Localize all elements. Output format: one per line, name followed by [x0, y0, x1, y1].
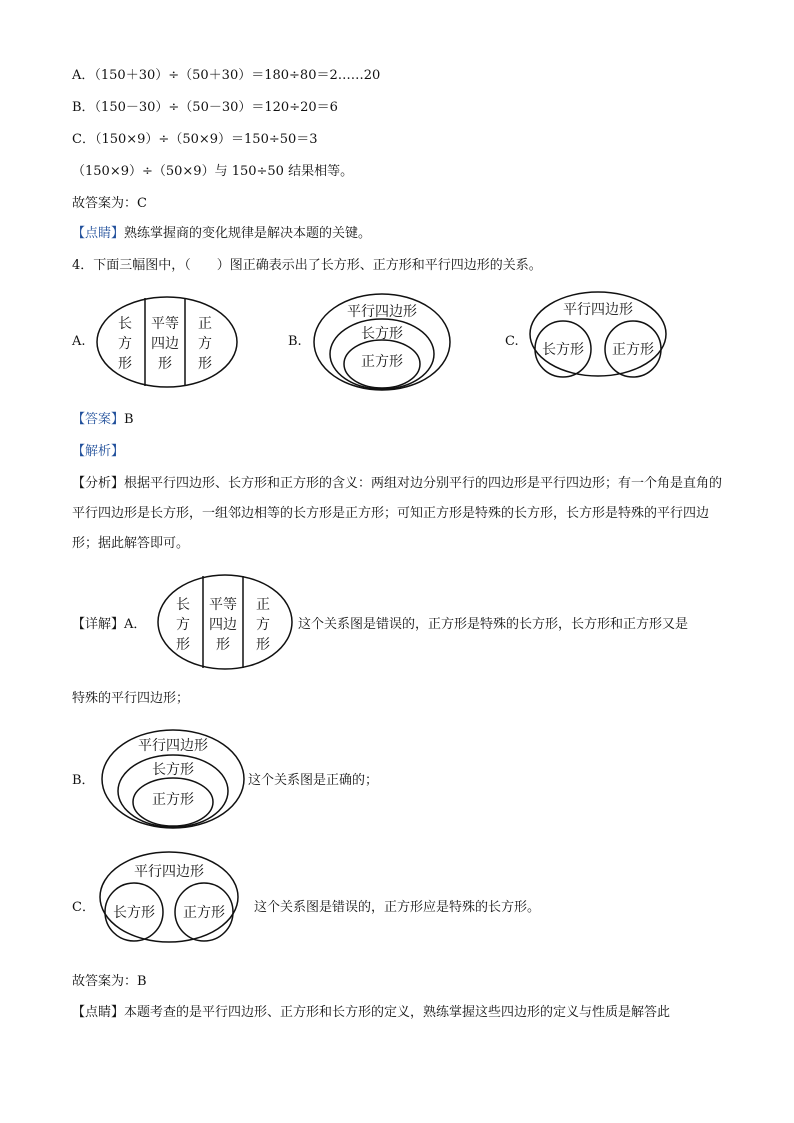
answer-tag: 【答案】: [72, 412, 125, 427]
detail-c-pingxing: 平行四边形: [134, 864, 204, 880]
xiangjie-a-label: A．: [124, 617, 147, 632]
detail-a-chang: 长: [176, 597, 190, 613]
jiexi-tag: 【解析】: [72, 444, 125, 459]
xiangjie-a-note: 这个关系图是错误的，正方形是特殊的长方形，长方形和正方形又是: [298, 617, 689, 632]
detail-c-zhengfang: 正方形: [183, 905, 225, 921]
diagram-b-pingxing: 平行四边形: [347, 304, 417, 320]
dianjing2-tag: 【点睛】: [72, 1005, 125, 1020]
diagram-c-label: C.: [505, 334, 519, 349]
xiangjie-b-label: B．: [72, 773, 95, 788]
dianjing-text: 熟练掌握商的变化规律是解决本题的关键。: [124, 226, 372, 241]
detail-b-zhengfang: 正方形: [152, 792, 194, 808]
fenxi-tag: 【分析】: [72, 476, 125, 491]
detail-a-fang2: 方: [256, 617, 270, 633]
detail-a-fang: 方: [176, 617, 190, 633]
xiangjie-c-label: C．: [72, 900, 95, 915]
diagram-b-label: B.: [288, 334, 302, 349]
detail-a-zheng: 正: [256, 597, 270, 613]
question-4: 4．下面三幅图中，（ ）图正确表示出了长方形、正方形和平行四边形的关系。: [72, 258, 542, 273]
diagram-c-zhengfang: 正方形: [612, 342, 654, 358]
diagram-c: [528, 290, 670, 380]
option-b-calc: B．（150－30）÷（50－30）＝120÷20＝6: [72, 100, 338, 115]
detail-a-sibian: 四边: [209, 617, 237, 633]
dianjing-2: [72, 1004, 670, 1022]
diagram-c-changfang: 长方形: [542, 342, 584, 358]
detail-a-xing3: 形: [256, 637, 270, 653]
diagram-a-zheng: 正: [198, 316, 212, 332]
diagram-a-sibian: 四边: [151, 336, 179, 352]
dianjing-tag: 【点睛】: [72, 226, 125, 241]
dianjing2-text: 本题考查的是平行四边形、正方形和长方形的定义，熟练掌握这些四边形的定义与性质是解答此: [124, 1005, 671, 1020]
answer-line-1: 故答案为：C: [72, 196, 147, 211]
xiangjie-b-note: 这个关系图是正确的；: [248, 773, 379, 788]
diagram-b-zhengfang: 正方形: [361, 354, 403, 370]
diagram-a-chang: 长: [118, 316, 132, 332]
diagram-a-fang: 方: [118, 336, 132, 352]
diagram-a: [95, 295, 240, 390]
detail-a-xing: 形: [176, 637, 190, 653]
xiangjie-c-note: 这个关系图是错误的，正方形应是特殊的长方形。: [254, 900, 541, 915]
option-c-calc: C．（150×9）÷（50×9）＝150÷50＝3: [72, 132, 318, 147]
detail-a-pingdeng: 平等: [209, 597, 237, 613]
detail-c-changfang: 长方形: [113, 905, 155, 921]
detail-b-changfang: 长方形: [152, 762, 194, 778]
diagram-a-xing: 形: [118, 356, 132, 372]
dianjing-1: [72, 225, 371, 243]
detail-diagram-c: [98, 850, 241, 946]
fenxi-paragraph: [72, 469, 732, 559]
diagram-b: [312, 292, 452, 392]
diagram-a-xing2: 形: [158, 356, 172, 372]
diagram-a-pingdeng: 平等: [151, 316, 179, 332]
detail-b-pingxing: 平行四边形: [138, 738, 208, 754]
xiangjie-tag: 【详解】: [72, 617, 125, 632]
detail-a-xing2: 形: [216, 637, 230, 653]
answer-value: B: [124, 412, 134, 427]
xiangjie-a: [72, 613, 146, 632]
option-a-calc: A．（150＋30）÷（50＋30）＝180÷80＝2……20: [72, 68, 381, 83]
fenxi-text: 根据平行四边形、长方形和正方形的含义：两组对边分别平行的四边形是平行四边形；有一个角是直角的平行四边形是长方形，一组邻边相等的长方形是正方形；可知正方形是特殊的长方形，长方形是特殊的平行四边形；据此解答即可。: [72, 476, 723, 551]
diagram-a-xing3: 形: [198, 356, 212, 372]
detail-diagram-b: [100, 728, 246, 830]
answer-line-2: 故答案为：B: [72, 974, 147, 989]
diagram-a-fang2: 方: [198, 336, 212, 352]
diagram-c-pingxing: 平行四边形: [563, 302, 633, 318]
answer-line: [72, 411, 134, 429]
xiangjie-a-note2: 特殊的平行四边形；: [72, 691, 190, 706]
diagram-b-changfang: 长方形: [361, 326, 403, 342]
option-c-explain: （150×9）÷（50×9）与 150÷50 结果相等。: [72, 164, 354, 179]
detail-diagram-a: [157, 573, 295, 671]
diagram-a-label: A.: [72, 334, 86, 349]
